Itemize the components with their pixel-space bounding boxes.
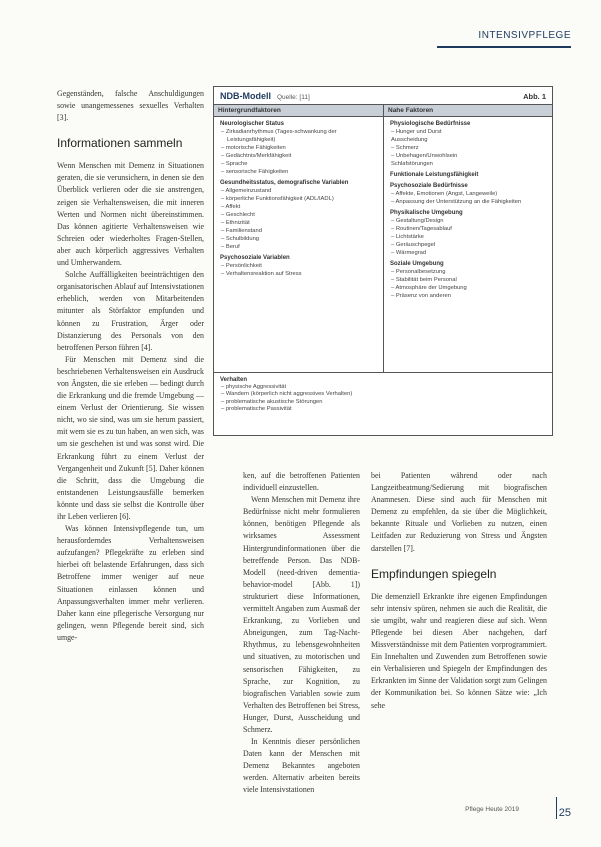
figure-number: Abb. 1	[523, 92, 546, 101]
factor-item: – Atmosphäre der Umgebung	[391, 285, 467, 291]
group-title: Neurologischer Status	[220, 121, 285, 127]
figure-columns	[214, 104, 552, 372]
section-heading: Informationen sammeln	[57, 136, 183, 151]
paragraph: Wenn Menschen mit Demenz ihre Bedürfnisse nicht mehr formulieren können, benötigen Pflegende als wirksames Assessment Hintergrundinformationen über die betreffende Person. Das NDB-Modell (need-driven dementia-behavior-model [Abb. 1]) strukturiert diese Informationen, vermittelt Angaben zum Ausmaß der Erkrankung, zu Vorlieben und Abneigungen, zum Tag-Nacht-Rhythmus, zu lebensgewohnheiten und situativen, zu motorischen und sensorischen Fähigkeiten, zu Sprache, zur Kognition, zu biografischen Variablen sowie zum Verhalten des Betroffenen bei Stress, Hunger, Durst, Ausscheidung und Schmerz.	[243, 495, 360, 734]
right-column	[371, 470, 547, 712]
group-title: Verhalten	[220, 377, 248, 383]
factor-item: – Beruf	[221, 244, 240, 250]
factor-item: – sensorische Fähigkeiten	[221, 169, 289, 175]
factor-item: – Präsenz von anderen	[391, 293, 451, 299]
paragraph: Die demenziell Erkrankte ihre eigenen Empfindungen sehr intensiv spüren, nehmen sie auch die Realität, die sie umgibt, wahr und reagieren diese auf sich. Wenn Pflegende bei diesen Aber nachgehen, darf Missverständnisse mit dem Patienten vorprogrammiert. Ein Innehalten und Zuwenden zum Betroffenen sowie ein Verbalisieren und Spiegeln der Empfindungen des Erkrankten im Sinne der Validation sorgt zum Gelingen der Kommunikation bei. So können Sätze wie: „Ich sehe	[371, 591, 547, 710]
column-header: Nahe Faktoren	[384, 105, 552, 117]
group-title: Soziale Umgebung	[390, 261, 444, 267]
page-separator	[556, 797, 557, 819]
factor-item: – motorische Fähigkeiten	[221, 145, 286, 151]
factor-group	[214, 176, 383, 251]
group-title: Physiologische Bedürfnisse	[390, 121, 471, 127]
header-rule	[437, 46, 571, 48]
factor-item: – Lichtstärke	[391, 234, 424, 240]
factor-group	[384, 117, 552, 168]
factor-item: – Schmerz	[391, 145, 419, 151]
journal-footer: Pflege Heute 2019	[465, 806, 519, 813]
factor-item: – Gedächtnis/Merkfähigkeit	[221, 153, 292, 159]
paragraph: ken, auf die betroffenen Patienten individuell einzustellen.	[243, 471, 360, 493]
group-title: Funktionale Leistungsfähigkeit	[390, 172, 479, 178]
figure-header	[214, 87, 552, 104]
paragraph: In Kenntnis dieser persönlichen Daten kann der Menschen mit Demenz Bekanntes angeboten werden. Alternativ arbeiten bereits viele Intensivstationen	[243, 737, 360, 795]
factor-item: – Stabilität beim Personal	[391, 277, 457, 283]
factor-item: – Allgemeinzustand	[221, 188, 272, 194]
factor-item: – Zirkadianrhythmus (Tages-schwankung der Leistungsfähigkeit)	[221, 129, 337, 143]
factor-group	[384, 179, 552, 206]
background-factors-column	[214, 105, 383, 372]
factor-item: – Persönlichkeit	[221, 263, 262, 269]
factor-item: – Unbehagen/Unwohlsein	[391, 153, 458, 159]
factor-group	[384, 168, 552, 178]
middle-column	[243, 470, 360, 797]
factor-item: – Wärmegrad	[391, 250, 427, 256]
factor-group	[214, 251, 383, 278]
factor-item: – Ethnizität	[221, 220, 250, 226]
figure-title: NDB-Modell	[220, 91, 271, 101]
factor-item: – Affekt	[221, 204, 241, 210]
factor-group	[384, 257, 552, 300]
paragraph: bei Patienten während oder nach Langzeitbeatmung/Sedierung mit biografischen Anamnesen. Diese sind auch für Menschen mit Demenz zu empfehlen, da sie über die Möglichkeit, bekannte Rituale und Vorlieben zu nutzen, einen Leitfaden zur Reduzierung von Stress und Ängsten darstellen [7].	[371, 471, 547, 553]
left-column	[57, 88, 204, 644]
group-title: Psychosoziale Variablen	[220, 255, 290, 261]
factor-item: – körperliche Funktionsfähigkeit (ADL/IADL)	[221, 196, 334, 202]
factor-item: – Routinen/Tagesablauf	[391, 226, 452, 232]
factor-item: – Geräuschpegel	[391, 242, 436, 248]
factor-item: Schlafstörungen	[391, 161, 433, 167]
section-label: INTENSIVPFLEGE	[478, 30, 571, 41]
page-number: 25	[558, 807, 571, 819]
factor-item: – Anpassung der Unterstützung an die Fähigkeiten	[391, 199, 522, 205]
factor-item: – Personalbesetzung	[391, 269, 446, 275]
factor-item: – Affekte, Emotionen (Angst, Langeweile)	[391, 191, 498, 197]
group-title: Psychosoziale Bedürfnisse	[390, 183, 468, 189]
factor-item: – Geschlecht	[221, 212, 255, 218]
paragraph: Was können Intensivpflegende tun, um herausforderndes Verhaltensweisen aufzufangen? Pflegekräfte zu erleben sind hierbei oft belastende Erfahrungen, dass sich Betroffene immer weniger auf neue Situationen einlassen können und Anpassungsverhalten immer mehr verlieren. Daher kann eine pflegerische Versorgung nur gelingen, wenn Pflegende bereit sind, sich umge-	[57, 524, 204, 642]
factor-item: Ausscheidung	[391, 137, 428, 143]
factor-group	[384, 206, 552, 257]
factor-item: – Sprache	[221, 161, 248, 167]
factor-item: – Schulbildung	[221, 236, 260, 242]
group-title: Physikalische Umgebung	[390, 210, 463, 216]
factor-item: – Familienstand	[221, 228, 262, 234]
factor-item: – Gestaltung/Design	[391, 218, 444, 224]
paragraph: Für Menschen mit Demenz sind die beschriebenen Verhaltensweisen ein Ausdruck von Ängsten, die sie erleben — bedingt durch die Erkrankung und die fremde Umgebung — einem Verlust der Orientierung. Sie wissen nicht, wo sie sind, was um sie herum passiert, mit wem sie es zu tun haben, an wen sich, was um sie geschehen ist und was sonst wird. Die Erkrankung führt zu einem Verlust der Vergangenheit und Zukunft [5]. Daher können die Schritt, dass die Umgebung die entstandenen Leistungsausfälle bemerken könnte und dass sie selbst die Kontrolle über ihr Leben verlieren [6].	[57, 354, 204, 521]
behavior-item: – problematische Passivität	[221, 406, 292, 413]
paragraph: Solche Auffälligkeiten beeinträchtigen den organisatorischen Ablauf auf Intensivstationen erheblich, werden von Mitarbeitenden mitunter als Störfaktor empfunden und können zu Frustration, Ärger oder Distanzierung des Personals von den betroffenen Person führen [4].	[57, 270, 204, 352]
ndb-model-figure	[213, 86, 553, 436]
proximal-factors-column	[383, 105, 552, 372]
figure-source: Quelle: [11]	[277, 94, 310, 101]
behavior-section	[214, 372, 552, 418]
paragraph: Wenn Menschen mit Demenz in Situationen geraten, die sie verunsichern, in denen sie den Überblick verlieren oder die sie anstrengen, zeigen sie Verhaltensweisen, die mit inneren Werten und Normen nicht übereinstimmen. Das können agitierte Verhaltensweisen wie Schreien oder wiederholtes Fragen-Stellen, aber auch körperlich aggressives Verhalten und Umherwandern.	[57, 161, 204, 268]
behavior-item: – problematische akustische Störungen	[221, 398, 323, 405]
factor-group	[214, 117, 383, 176]
behavior-item: – Wandern (körperlich nicht aggressives Verhalten)	[221, 391, 353, 398]
factor-item: – Hunger und Durst	[391, 129, 442, 135]
paragraph: Gegenständen, falsche Anschuldigungen sowie unangemessenes sexuelles Verhalten [3].	[57, 89, 204, 123]
section-heading: Empfindungen spiegeln	[371, 566, 497, 581]
behavior-item: – physische Aggressivität	[221, 384, 287, 390]
group-title: Gesundheitsstatus, demografische Variablen	[220, 180, 349, 186]
column-header: Hintergrundfaktoren	[214, 105, 383, 117]
factor-item: – Verhaltensreaktion auf Stress	[221, 271, 302, 277]
